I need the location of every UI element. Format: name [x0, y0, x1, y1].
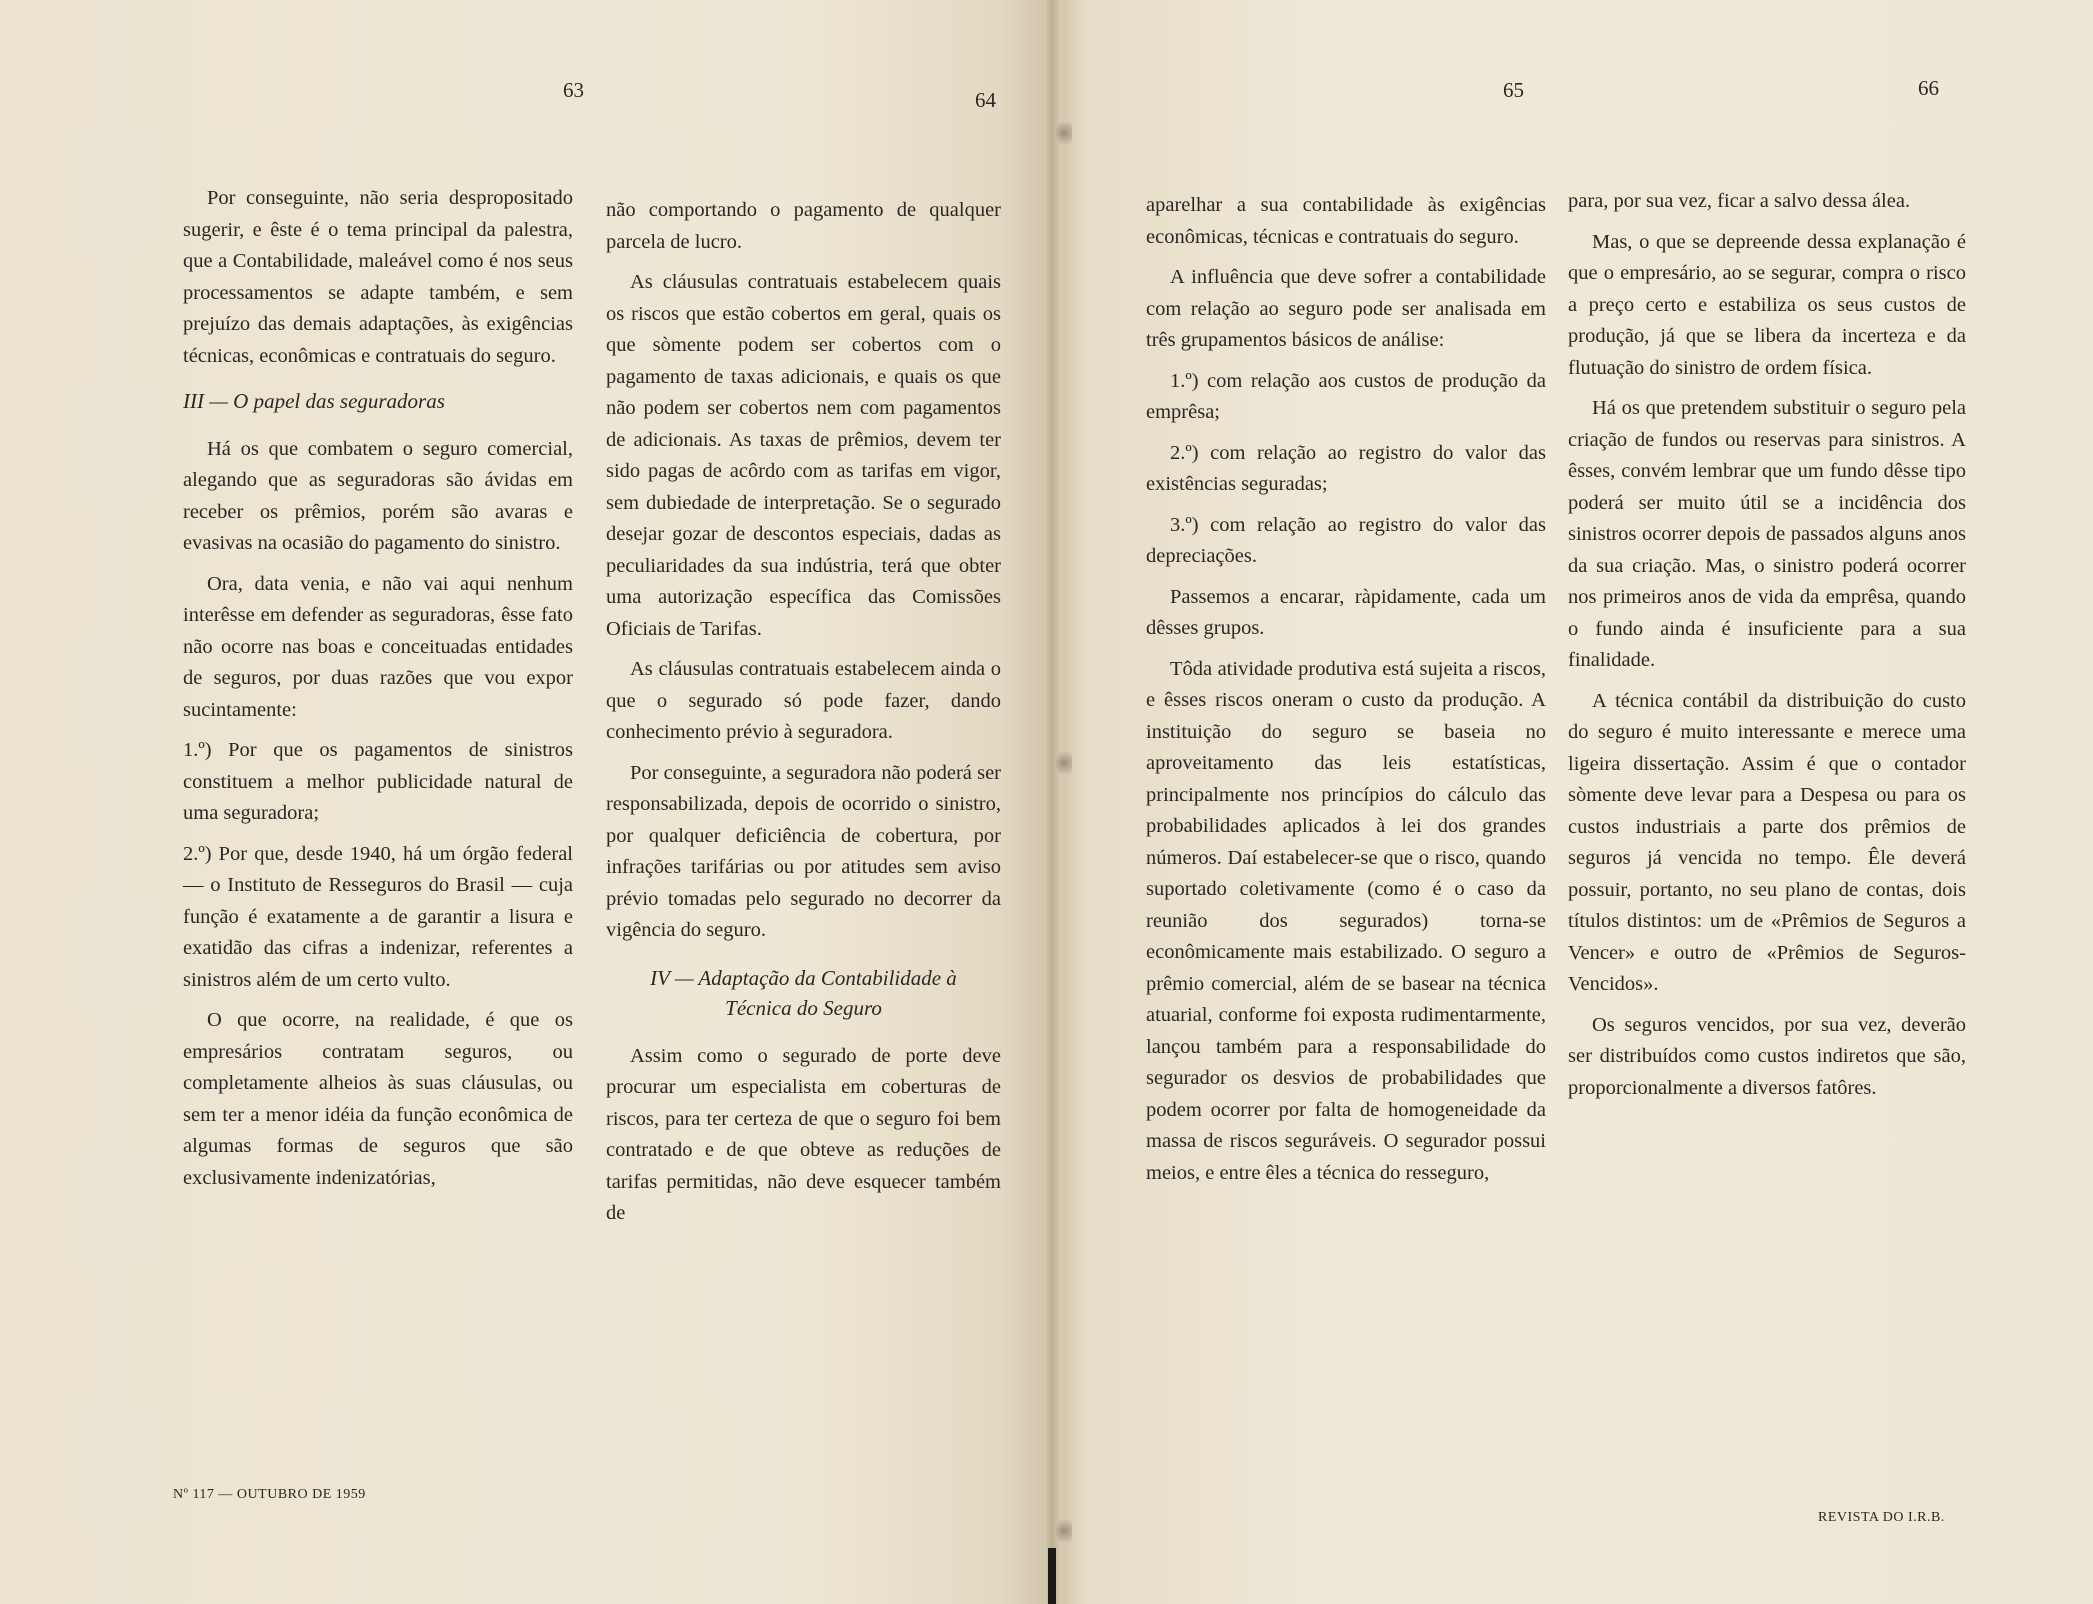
footer-issue: Nº 117 — OUTUBRO DE 1959: [173, 1487, 366, 1502]
paragraph: As cláusulas contratuais estabelecem quais os riscos que estão cobertos em geral, quais os que sòmente podem ser cobertos com o pagamento de taxas adicionais, e quais os que não podem ser cobertos nem com pagamentos de adicionais. As taxas de prêmios, devem ter sido pagas de acôrdo com as tarifas em vigor, sem dubiedade de interpretação. Se o segurado desejar gozar de descontos especiais, dadas as peculiaridades da sua indústria, terá que obter uma autorização específica das Comissões Oficiais de Tarifas.: [606, 271, 1001, 640]
paragraph: Há os que pretendem substituir o seguro pela criação de fundos ou reservas para sinistros. A êsses, convém lembrar que um fundo dêsse tipo poderá ser muito útil se a incidência dos sinistros ocorrer depois de passados alguns anos da sua criação. Mas, o sinistro poderá ocorrer nos primeiros anos de vida da emprêsa, quando o fundo ainda é insuficiente para a sua finalidade.: [1568, 397, 1966, 671]
list-item: 2.º) com relação ao registro do valor das existências seguradas;: [1146, 441, 1546, 495]
staple-top: [1056, 122, 1072, 144]
staple-bottom: [1056, 1520, 1072, 1542]
paragraph: não comportando o pagamento de qualquer parcela de lucro.: [606, 199, 1001, 253]
book-gutter: [1044, 0, 1062, 1604]
list-item: 1.º) com relação aos custos de produção da emprêsa;: [1146, 369, 1546, 423]
paragraph: Os seguros vencidos, por sua vez, deverão ser distribuídos como custos indiretos que são, proporcionalmente a diversos fatôres.: [1568, 1013, 1966, 1099]
paragraph: A influência que deve sofrer a contabilidade com relação ao seguro pode ser analisada em três grupamentos básicos de análise:: [1146, 266, 1546, 351]
paragraph: Mas, o que se depreende dessa explanação é que o empresário, ao se segurar, compra o risco a preço certo e estabiliza os seus custos de produção, já que se libera da incerteza e da flutuação do sinistro de ordem física.: [1568, 230, 1966, 379]
page-number-66: 66: [1918, 76, 1939, 100]
page-number-63: 63: [563, 78, 584, 102]
bookmark-ribbon: [1048, 1548, 1056, 1604]
section-heading-iii: III — O papel das seguradoras: [183, 389, 445, 413]
paragraph: Tôda atividade produtiva está sujeita a riscos, e êsses riscos oneram o custo da produção. A instituição do seguro se baseia no aproveitamento das leis estatísticas, principalmente nos princípios do cálculo das probabilidades aplicados à lei dos grandes números. Daí estabelecer-se que o risco, quando suportado coletivamente (como é o caso da reunião dos segurados) torna-se econômicamente mais estabilizado. O seguro a prêmio comercial, além de se basear na técnica atuarial, conforme foi exposta rudimentarmente, lançou também para a responsabilidade do segurador os desvios de probabilidades que podem ocorrer por falta de homogeneidade da massa de riscos seguráveis. O segurador possui meios, e entre êles a técnica do resseguro,: [1146, 657, 1546, 1184]
paragraph: Passemos a encarar, ràpidamente, cada um dêsses grupos.: [1146, 585, 1546, 639]
paragraph: Há os que combatem o seguro comercial, alegando que as seguradoras são ávidas em receber os prêmios, porém são avaras e evasivas na ocasião do pagamento do sinistro.: [183, 437, 573, 554]
paragraph: A técnica contábil da distribuição do custo do seguro é muito interessante e merece uma ligeira dissertação. Assim é que o contador sòmente deve levar para a Despesa ou para os custos industriais a parte dos prêmios de seguros já vencida no tempo. Êle deverá possuir, portanto, no seu plano de contas, dois títulos distintos: um de «Prêmios de Seguros a Vencer» e outro de «Prêmios de Seguros-Vencidos».: [1568, 689, 1966, 995]
paragraph: As cláusulas contratuais estabelecem ainda o que o segurado só pode fazer, dando conhecimento prévio à seguradora.: [606, 658, 1001, 743]
paragraph: Por conseguinte, a seguradora não poderá ser responsabilizada, depois de ocorrido o sinistro, por qualquer deficiência de cobertura, por infrações tarifárias ou por atitudes sem aviso prévio tomadas pelo segurado no decorrer da vigência do seguro.: [606, 761, 1001, 941]
column-page-63: [183, 183, 573, 1203]
list-item: 1.º) Por que os pagamentos de sinistros constituem a melhor publicidade natural de uma seguradora;: [183, 739, 573, 824]
staple-middle: [1056, 752, 1072, 774]
footer-journal: REVISTA DO I.R.B.: [1818, 1510, 1945, 1525]
column-page-64: [606, 195, 1001, 1239]
page-number-65: 65: [1503, 78, 1524, 102]
list-item: 3.º) com relação ao registro do valor das depreciações.: [1146, 513, 1546, 567]
list-item: 2.º) Por que, desde 1940, há um órgão federal — o Instituto de Resseguros do Brasil — cuja função é exatamente a de garantir a lisura e exatidão das cifras a indenizar, referentes a sinistros além de um certo vulto.: [183, 842, 573, 991]
paragraph: aparelhar a sua contabilidade às exigências econômicas, técnicas e contratuais do seguro.: [1146, 194, 1546, 248]
paragraph: Por conseguinte, não seria despropositado sugerir, e êste é o tema principal da palestra, que a Contabilidade, maleável como é nos seus processamentos se adapte também, e sem prejuízo das demais adaptações, às exigências técnicas, econômicas e contratuais do seguro.: [183, 187, 573, 367]
column-page-66: [1568, 186, 1966, 1113]
paragraph: O que ocorre, na realidade, é que os empresários contratam seguros, ou completamente alheios às suas cláusulas, ou sem ter a menor idéia da função econômica de algumas formas de seguros que são exclusivamente indenizatórias,: [183, 1009, 573, 1189]
page-number-64: 64: [975, 88, 996, 112]
section-heading-iv: IV — Adaptação da Contabilidade à Técnica do Seguro: [650, 965, 957, 1020]
paragraph: para, por sua vez, ficar a salvo dessa álea.: [1568, 190, 1911, 212]
paragraph: Assim como o segurado de porte deve procurar um especialista em coberturas de riscos, para ter certeza de que o seguro foi bem contratado e de que obteve as reduções de tarifas permitidas, não deve esquecer também de: [606, 1044, 1001, 1224]
paragraph: Ora, data venia, e não vai aqui nenhum interêsse em defender as seguradoras, êsse fato não ocorre nas boas e conceituadas entidades de seguros, por duas razões que vou expor sucintamente:: [183, 572, 573, 721]
column-page-65: [1146, 190, 1546, 1198]
